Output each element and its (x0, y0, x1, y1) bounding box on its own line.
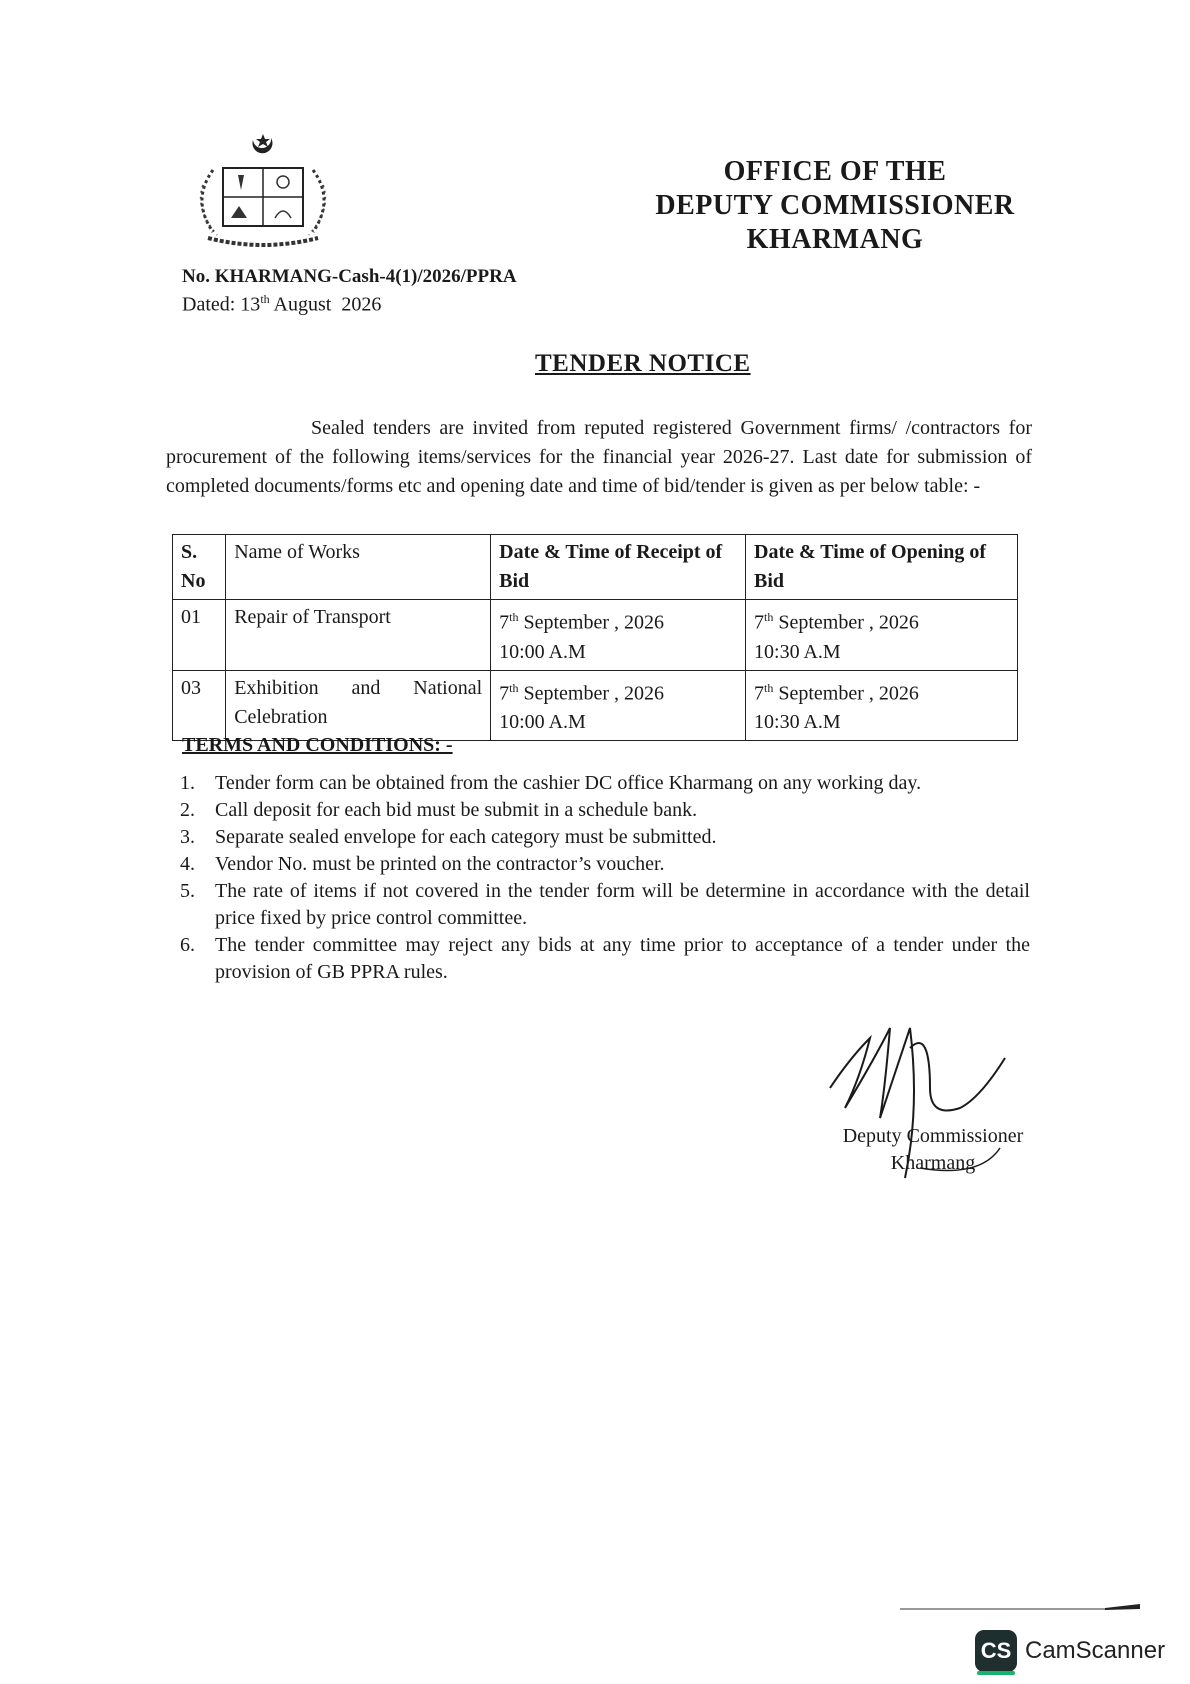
signatory-title: Deputy Commissioner (842, 1125, 1024, 1147)
row-sno: 03 (173, 670, 226, 741)
date-line (182, 292, 381, 317)
list-item (180, 770, 1030, 797)
term-number: 5. (180, 880, 195, 902)
opening-day: 7 (754, 682, 765, 705)
row-opening (746, 670, 1018, 741)
camscanner-watermark (975, 1630, 1165, 1672)
header-opening: Date & Time of Opening of Bid (746, 535, 1018, 600)
list-item (180, 932, 1030, 986)
receipt-date: September , 2026 (518, 682, 664, 705)
terms-heading: TERMS AND CONDITIONS: - (182, 734, 453, 756)
notice-title: TENDER NOTICE (535, 350, 751, 377)
reference-number: No. KHARMANG-Cash-4(1)/2026/PPRA (182, 266, 517, 287)
signatory-place: Kharmang (890, 1152, 976, 1174)
list-item (180, 824, 1030, 851)
row-opening (746, 600, 1018, 671)
receipt-day: 7 (499, 682, 510, 705)
term-text: The tender committee may reject any bids at any time prior to acceptance of a tender under the provision of GB PPRA rules. (215, 934, 1030, 983)
row-name-line-1: Exhibition and National (234, 676, 483, 699)
list-item (180, 797, 1030, 824)
receipt-time: 10:00 A.M (499, 640, 586, 663)
table-header-row (173, 535, 1018, 600)
row-name (226, 670, 491, 741)
bottom-rule (900, 1600, 1140, 1612)
opening-sup: th (764, 680, 774, 695)
term-number: 3. (180, 826, 195, 848)
office-heading (640, 155, 1030, 257)
camscanner-logo-icon: CS (975, 1630, 1017, 1672)
row-sno: 01 (173, 600, 226, 671)
term-text: Tender form can be obtained from the cashier DC office Kharmang on any working day. (215, 772, 922, 794)
receipt-sup: th (509, 680, 519, 695)
term-text: Call deposit for each bid must be submit in a schedule bank. (215, 799, 698, 821)
row-receipt (491, 670, 746, 741)
opening-time: 10:30 A.M (754, 640, 841, 663)
opening-sup: th (764, 610, 774, 624)
government-emblem-icon (183, 130, 343, 255)
header-sno: S. No (173, 535, 226, 600)
list-item (180, 851, 1030, 878)
term-text: Separate sealed envelope for each category must be submitted. (215, 826, 717, 848)
date-rest: August 2026 (269, 293, 382, 316)
camscanner-label: CamScanner (1025, 1637, 1166, 1664)
receipt-date: September , 2026 (518, 611, 664, 634)
header-name-of-works: Name of Works (226, 535, 491, 600)
row-name-line-2: Celebration (234, 705, 328, 728)
intro-text: Sealed tenders are invited from reputed registered Government firms/ /contractors for procurement of the following items/services for the financial year 2026-27. Last date for submission of completed documents/forms etc and opening date and time of bid/tender is given as per below table: - (166, 417, 1032, 497)
row-name: Repair of Transport (226, 600, 491, 671)
tender-table (172, 534, 1018, 741)
opening-day: 7 (754, 611, 765, 634)
term-number: 4. (180, 853, 195, 875)
term-number: 6. (180, 934, 195, 956)
receipt-sup: th (509, 610, 519, 624)
office-line-3: KHARMANG (746, 224, 924, 255)
table-row (173, 670, 1018, 741)
intro-paragraph (166, 414, 1032, 501)
header-receipt: Date & Time of Receipt of Bid (491, 535, 746, 600)
term-number: 2. (180, 799, 195, 821)
table-row (173, 600, 1018, 671)
term-number: 1. (180, 772, 195, 794)
office-line-1: OFFICE OF THE (723, 156, 947, 187)
date-prefix: Dated: 13 (182, 293, 261, 316)
terms-list (180, 770, 1030, 986)
opening-date: September , 2026 (773, 611, 919, 634)
opening-time: 10:30 A.M (754, 711, 841, 734)
term-text: Vendor No. must be printed on the contractor’s voucher. (215, 853, 665, 875)
row-receipt (491, 600, 746, 671)
term-text: The rate of items if not covered in the tender form will be determine in accordance with the detail price fixed by price control committee. (215, 880, 1030, 929)
signatory-block (828, 1123, 1038, 1177)
receipt-time: 10:00 A.M (499, 711, 586, 734)
office-line-2: DEPUTY COMMISSIONER (655, 190, 1015, 221)
opening-date: September , 2026 (773, 682, 919, 705)
date-suffix: th (260, 292, 270, 306)
receipt-day: 7 (499, 611, 510, 634)
list-item (180, 878, 1030, 932)
